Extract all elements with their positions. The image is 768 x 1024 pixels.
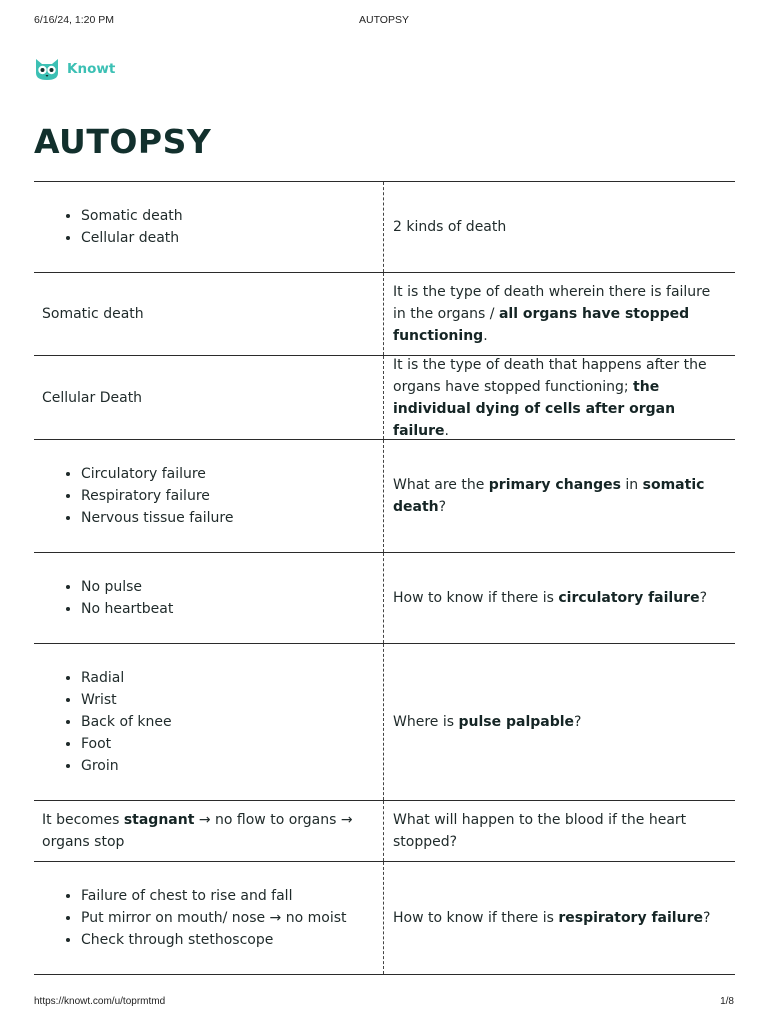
cell-text xyxy=(393,281,723,347)
flashcard-row xyxy=(34,801,735,862)
flashcard-row xyxy=(34,553,735,644)
term-cell xyxy=(34,356,384,439)
bold-term: the individual dying of cells after organ failure xyxy=(393,378,676,439)
text-run: How to know if there is xyxy=(393,590,559,606)
print-url[interactable]: https://knowt.com/u/toprmtmd xyxy=(34,996,166,1007)
brand-name: Knowt xyxy=(67,61,116,77)
text-run: Cellular Death xyxy=(42,389,143,406)
bullet-item: • Somatic death xyxy=(81,205,183,227)
flashcard-row xyxy=(34,862,735,975)
bold-term: stagnant xyxy=(123,812,195,828)
term-cell xyxy=(34,644,384,800)
print-header xyxy=(34,14,734,30)
flashcard-row xyxy=(34,182,735,273)
print-doc-title: AUTOPSY xyxy=(359,14,409,26)
bullet-item: • Back of knee xyxy=(81,711,172,733)
bullet-list xyxy=(42,885,347,951)
bullet-item: • Failure of chest to rise and fall xyxy=(81,885,347,907)
term-cell xyxy=(34,182,384,272)
text-run: ? xyxy=(699,590,708,606)
text-run: in xyxy=(620,477,643,493)
bullet-item: • No heartbeat xyxy=(81,598,173,620)
text-run: What will happen to the blood if the heart stopped? xyxy=(393,812,687,850)
text-run: It is the type of death that happens after the organs have stopped functioning; xyxy=(393,356,707,395)
bold-term: all organs have stopped functioning xyxy=(393,306,690,344)
bullet-item: • Wrist xyxy=(81,689,172,711)
bold-term: circulatory failure xyxy=(558,590,700,606)
text-run: . xyxy=(444,422,449,439)
flashcard-row xyxy=(34,273,735,356)
bullet-item: • No pulse xyxy=(81,576,173,598)
bullet-item: • Put mirror on mouth/ nose → no moist xyxy=(81,907,347,929)
term-cell xyxy=(34,801,384,861)
bullet-item: • Respiratory failure xyxy=(81,485,233,507)
cell-text xyxy=(42,303,144,325)
term-cell xyxy=(34,553,384,643)
bullet-item: • Check through stethoscope xyxy=(81,929,347,951)
text-run: It is the type of death wherein there is failure in the organs / xyxy=(393,284,711,322)
flashcard-row xyxy=(34,440,735,553)
bold-term: somatic death xyxy=(393,477,705,515)
cell-text xyxy=(393,711,581,733)
knowt-owl-logo-icon xyxy=(33,56,61,82)
bold-term: primary changes xyxy=(488,477,621,493)
text-run: ? xyxy=(574,714,582,730)
text-run: 2 kinds of death xyxy=(393,219,507,235)
bold-term: pulse palpable xyxy=(458,714,575,730)
term-cell xyxy=(34,273,384,355)
print-date: 6/16/24, 1:20 PM xyxy=(34,14,114,26)
cell-text xyxy=(393,809,723,853)
bullet-item: • Groin xyxy=(81,755,172,777)
bullet-list xyxy=(42,667,172,777)
text-run: . xyxy=(483,328,488,344)
page-number: 1/8 xyxy=(720,996,734,1007)
definition-cell xyxy=(384,553,735,643)
bullet-item: • Nervous tissue failure xyxy=(81,507,233,529)
bullet-list xyxy=(42,576,173,620)
bullet-list xyxy=(42,463,233,529)
text-run: ? xyxy=(702,910,711,926)
text-run: ? xyxy=(438,499,447,515)
text-run: → no flow to organs → organs stop xyxy=(42,812,353,850)
definition-cell xyxy=(384,644,735,800)
term-cell xyxy=(34,862,384,974)
definition-cell xyxy=(384,356,735,439)
cell-text xyxy=(393,587,707,609)
cell-text xyxy=(393,354,723,442)
term-cell xyxy=(34,440,384,552)
bullet-item: • Foot xyxy=(81,733,172,755)
brand[interactable] xyxy=(33,56,115,82)
bullet-item: • Circulatory failure xyxy=(81,463,233,485)
flashcard-row xyxy=(34,356,735,440)
cell-text xyxy=(393,907,710,929)
definition-cell xyxy=(384,273,735,355)
definition-cell xyxy=(384,440,735,552)
text-run: It becomes xyxy=(42,812,124,828)
cell-text xyxy=(42,387,142,409)
text-run: What are the xyxy=(393,477,489,493)
bullet-list xyxy=(42,205,183,249)
print-footer xyxy=(34,996,734,1010)
bullet-item: • Radial xyxy=(81,667,172,689)
text-run: Somatic death xyxy=(42,306,144,322)
cell-text xyxy=(42,809,375,853)
text-run: Where is xyxy=(393,714,459,730)
cell-text xyxy=(393,474,723,518)
bullet-item: • Cellular death xyxy=(81,227,183,249)
page-title: AUTOPSY xyxy=(34,122,212,161)
flashcard-table xyxy=(34,181,735,975)
cell-text xyxy=(393,216,506,238)
bold-term: respiratory failure xyxy=(558,910,703,926)
text-run: How to know if there is xyxy=(393,910,559,926)
definition-cell xyxy=(384,862,735,974)
definition-cell xyxy=(384,801,735,861)
definition-cell xyxy=(384,182,735,272)
flashcard-row xyxy=(34,644,735,801)
